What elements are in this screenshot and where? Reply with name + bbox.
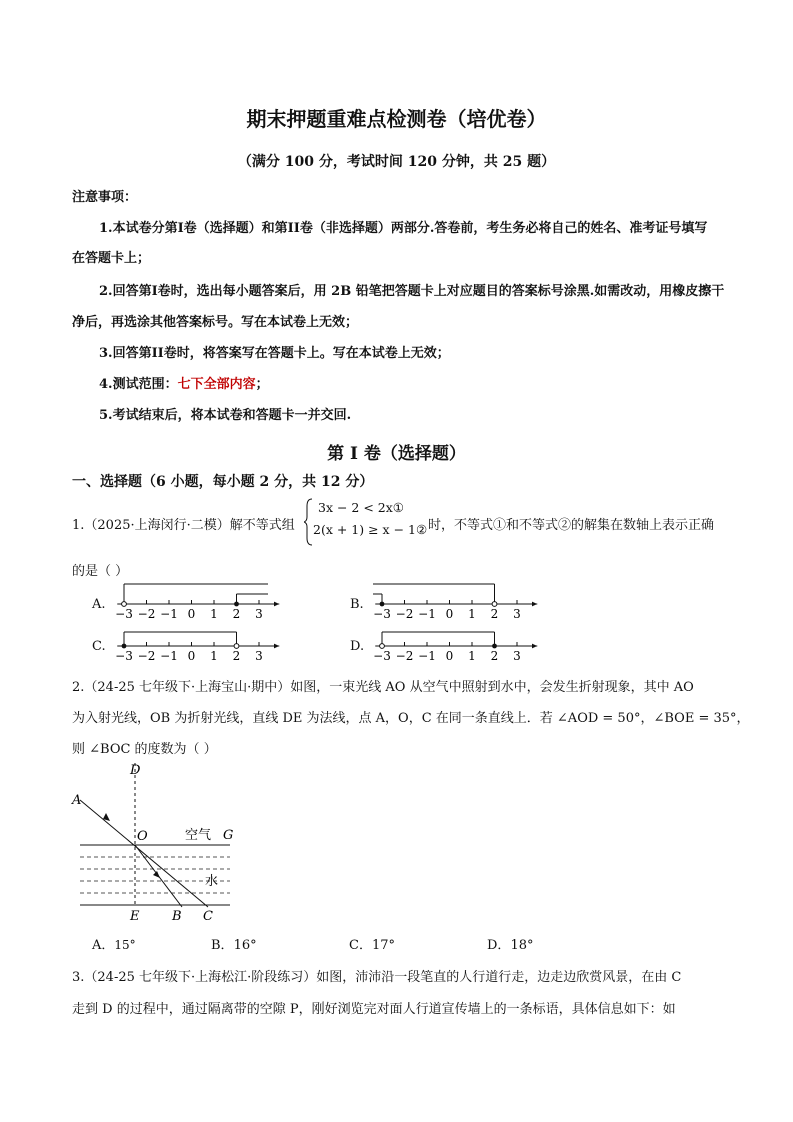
q1-line-2: 的是（ ）	[72, 564, 129, 579]
q2-option-d-value: 18°	[510, 938, 534, 953]
note-1-line-2: 在答题卡上；	[72, 251, 151, 266]
q2-option-c[interactable]	[349, 934, 395, 953]
note-1-line-1: 1.本试卷分第I卷（选择题）和第II卷（非选择题）两部分.答卷前，考生务必将自己的姓名、准考证号填写	[99, 221, 708, 236]
q2-refraction-figure	[60, 755, 250, 925]
label-air: 空气	[185, 828, 212, 843]
q2-option-a-letter: A．	[92, 938, 115, 953]
q1-option-a-label[interactable]: A.	[92, 597, 106, 612]
q1-option-c-label[interactable]: C.	[92, 639, 106, 654]
tick-label: 1	[468, 649, 476, 663]
q2-option-b-value: 16°	[233, 938, 257, 953]
number-line-d	[373, 632, 537, 663]
note-5: 5.考试结束后，将本试卷和答题卡一并交回.	[99, 408, 352, 423]
label-b: B	[172, 909, 182, 924]
note-4-prefix: 4.测试范围：	[99, 377, 178, 392]
tick-label: −2	[137, 607, 156, 621]
q1-suffix: 时，不等式①和不等式②的解集在数轴上表示正确	[428, 518, 715, 533]
q1-inequality-1: 3x − 2 < 2x①	[318, 500, 405, 515]
tick-label: 3	[513, 607, 521, 621]
number-line-b	[373, 584, 537, 621]
q3-line-1: 3.（24-25 七年级下·上海松江·阶段练习）如图，沛沛沿一段笔直的人行道行走，边走边欣赏风景，在由 C	[72, 970, 682, 985]
tick-label: −2	[395, 649, 414, 663]
tick-label: −1	[418, 607, 436, 621]
label-g: G	[223, 828, 234, 843]
number-line-c	[115, 632, 279, 663]
part1-heading: 第 I 卷（选择题）	[327, 444, 466, 464]
page-subtitle: （满分 100 分，考试时间 120 分钟，共 25 题）	[237, 154, 556, 170]
tick-label: 0	[445, 649, 454, 663]
q3-line-2: 走到 D 的过程中，通过隔离带的空隙 P，刚好浏览完对面人行道宣传墙上的一条标语，具体信息如下：如	[72, 1002, 676, 1017]
tick-label: 2	[490, 649, 499, 663]
note-4-range: 七下全部内容	[177, 377, 256, 392]
label-d: D	[130, 763, 141, 778]
tick-label: 2	[490, 607, 499, 621]
q2-line-2: 为入射光线，OB 为折射光线，直线 DE 为法线，点 A，O，C 在同一条直线上．若 ∠AOD = 50°，∠BOE = 35°，	[72, 711, 750, 726]
line-aoc	[80, 800, 208, 907]
page-title: 期末押题重难点检测卷（培优卷）	[246, 107, 547, 131]
q2-option-b[interactable]	[211, 934, 257, 953]
section-heading: 一、选择题（6 小题，每小题 2 分，共 12 分）	[72, 474, 374, 490]
number-line-a	[115, 584, 279, 621]
note-3: 3.回答第II卷时，将答案写在答题卡上。写在本试卷上无效；	[99, 346, 450, 361]
tick-label: −3	[115, 649, 133, 663]
refracted-arrow	[153, 871, 160, 878]
tick-label: 2	[232, 649, 241, 663]
tick-label: −2	[137, 649, 156, 663]
q2-option-c-value: 17°	[371, 938, 395, 953]
note-2-line-1: 2.回答第I卷时，选出每小题答案后，用 2B 铅笔把答题卡上对应题目的答案标号涂黑.如需改动，用橡皮擦干	[99, 284, 725, 299]
tick-label: 1	[210, 649, 218, 663]
q1-prefix: 1.（2025·上海闵行·二模）解不等式组	[72, 518, 295, 533]
label-a: A	[72, 793, 82, 808]
q2-option-a-value: 15°	[114, 938, 136, 952]
tick-label: 2	[232, 607, 241, 621]
label-o: O	[137, 829, 148, 844]
q2-option-b-letter: B．	[211, 938, 234, 953]
note-2-line-2: 净后，再选涂其他答案标号。写在本试卷上无效；	[72, 315, 359, 330]
label-e: E	[130, 909, 140, 924]
q2-option-c-letter: C．	[349, 938, 372, 953]
q1-option-d-label[interactable]: D.	[350, 639, 365, 654]
q1-inequality-2: 2(x + 1) ≥ x − 1②	[313, 522, 428, 537]
q2-option-d[interactable]	[487, 934, 533, 953]
label-c: C	[203, 909, 213, 924]
tick-label: −3	[373, 607, 391, 621]
q1-option-b-label[interactable]: B.	[350, 597, 364, 612]
label-water: 水	[205, 874, 219, 889]
tick-label: 3	[255, 649, 263, 663]
tick-label: −2	[395, 607, 414, 621]
tick-label: −1	[160, 649, 178, 663]
tick-label: −3	[373, 649, 391, 663]
tick-label: 0	[187, 649, 196, 663]
q2-line-1: 2.（24-25 七年级下·上海宝山·期中）如图，一束光线 AO 从空气中照射到水中，会发生折射现象，其中 AO	[72, 680, 694, 695]
tick-label: −1	[160, 607, 178, 621]
tick-label: −1	[418, 649, 436, 663]
q2-option-a[interactable]	[92, 934, 136, 953]
q2-option-d-letter: D．	[487, 938, 511, 953]
note-4-suffix: ；	[255, 377, 269, 392]
tick-label: −3	[115, 607, 133, 621]
q2-line-3: 则 ∠BOC 的度数为（ ）	[72, 742, 217, 757]
notes-heading: 注意事项：	[72, 190, 138, 205]
tick-label: 0	[445, 607, 454, 621]
tick-label: 1	[468, 607, 476, 621]
tick-label: 3	[513, 649, 521, 663]
tick-label: 3	[255, 607, 263, 621]
tick-label: 1	[210, 607, 218, 621]
tick-label: 0	[187, 607, 196, 621]
